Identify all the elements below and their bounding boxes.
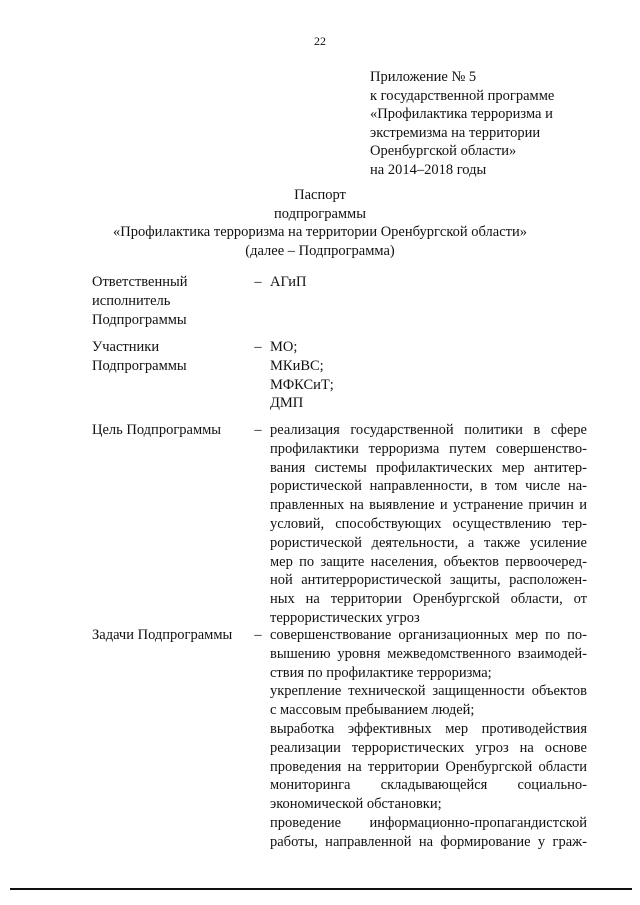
value-line: рористической деятельности, а также усиление	[270, 534, 587, 551]
appendix-line: Приложение № 5	[370, 69, 477, 85]
label-line: исполнитель	[92, 292, 171, 309]
title-line: (далее – Подпрограмма)	[245, 242, 395, 259]
value-line: ных на территории Оренбургской области, от	[270, 591, 587, 608]
row-label	[92, 626, 247, 645]
label-line: Ответственный	[92, 274, 188, 290]
value-line: МО;	[270, 339, 298, 355]
row-dash: –	[254, 274, 262, 290]
value-line: ной антитеррористической защиты, расположен-	[270, 572, 587, 589]
row-label	[92, 421, 247, 440]
value-line: рористической направленности, в том числе на-	[270, 478, 587, 495]
value-line: вания системы профилактических мер антитер-	[270, 459, 587, 476]
row-value	[270, 338, 587, 413]
title-line: Паспорт	[294, 187, 346, 203]
row-value	[270, 626, 587, 852]
value-line: выработка эффективных мер противодействия	[270, 720, 587, 737]
value-line: работы, направленной на формирование у граж-	[270, 833, 587, 850]
label-line: Цель Подпрограммы	[92, 422, 222, 438]
row-value	[270, 421, 587, 628]
row-dash: –	[254, 339, 262, 355]
appendix-line: к государственной программе	[370, 87, 555, 104]
title-line: «Профилактика терроризма на территории Оренбургской области»	[112, 224, 527, 240]
appendix-line: на 2014–2018 годы	[370, 161, 487, 178]
value-line: АГиП	[270, 274, 307, 290]
passport-title	[0, 186, 640, 260]
value-line: проведение информационно-пропагандистской	[270, 814, 587, 831]
appendix-line: экстремизма на территории	[370, 124, 541, 141]
value-line: террористических угроз	[270, 609, 420, 626]
row-dash: –	[254, 627, 262, 643]
value-line: ствия по профилактике терроризма;	[270, 664, 492, 681]
page-bottom-rule	[10, 888, 632, 890]
value-line: мониторинга складывающейся социально-	[270, 777, 587, 794]
value-line: правленных на выявление и устранение причин и	[270, 497, 587, 514]
appendix-header	[370, 68, 630, 179]
value-line: реализация государственной политики в сфере	[270, 422, 587, 438]
value-line: МФКСиТ;	[270, 376, 334, 393]
value-line: совершенствование организационных мер по по-	[270, 627, 587, 643]
value-line: вышению уровня межведомственного взаимодей-	[270, 645, 587, 662]
label-line: Участники	[92, 339, 160, 355]
appendix-line: «Профилактика терроризма и	[370, 106, 553, 122]
label-line: Задачи Подпрограммы	[92, 627, 233, 643]
value-line: укрепление технической защищенности объектов	[270, 683, 587, 700]
page-number: 22	[314, 34, 326, 48]
value-line: реализации террористических угроз на основе	[270, 739, 587, 756]
value-line: с массовым пребыванием людей;	[270, 702, 475, 719]
label-line: Подпрограммы	[92, 357, 187, 374]
value-line: экономической обстановки;	[270, 796, 442, 813]
row-label	[92, 338, 247, 376]
label-line: Подпрограммы	[92, 311, 187, 328]
row-value	[270, 273, 587, 292]
row-dash: –	[254, 422, 262, 438]
value-line: условий, способствующих осуществлению тер-	[270, 515, 587, 532]
appendix-line: Оренбургской области»	[370, 143, 517, 159]
value-line: ДМП	[270, 395, 304, 412]
value-line: профилактики терроризма путем совершенство-	[270, 440, 587, 457]
value-line: мер по защите населения, объектов первоочеред-	[270, 553, 587, 570]
row-label	[92, 273, 247, 329]
value-line: проведения на территории Оренбургской области	[270, 758, 587, 775]
value-line: МКиВС;	[270, 357, 324, 374]
title-line: подпрограммы	[274, 205, 366, 222]
